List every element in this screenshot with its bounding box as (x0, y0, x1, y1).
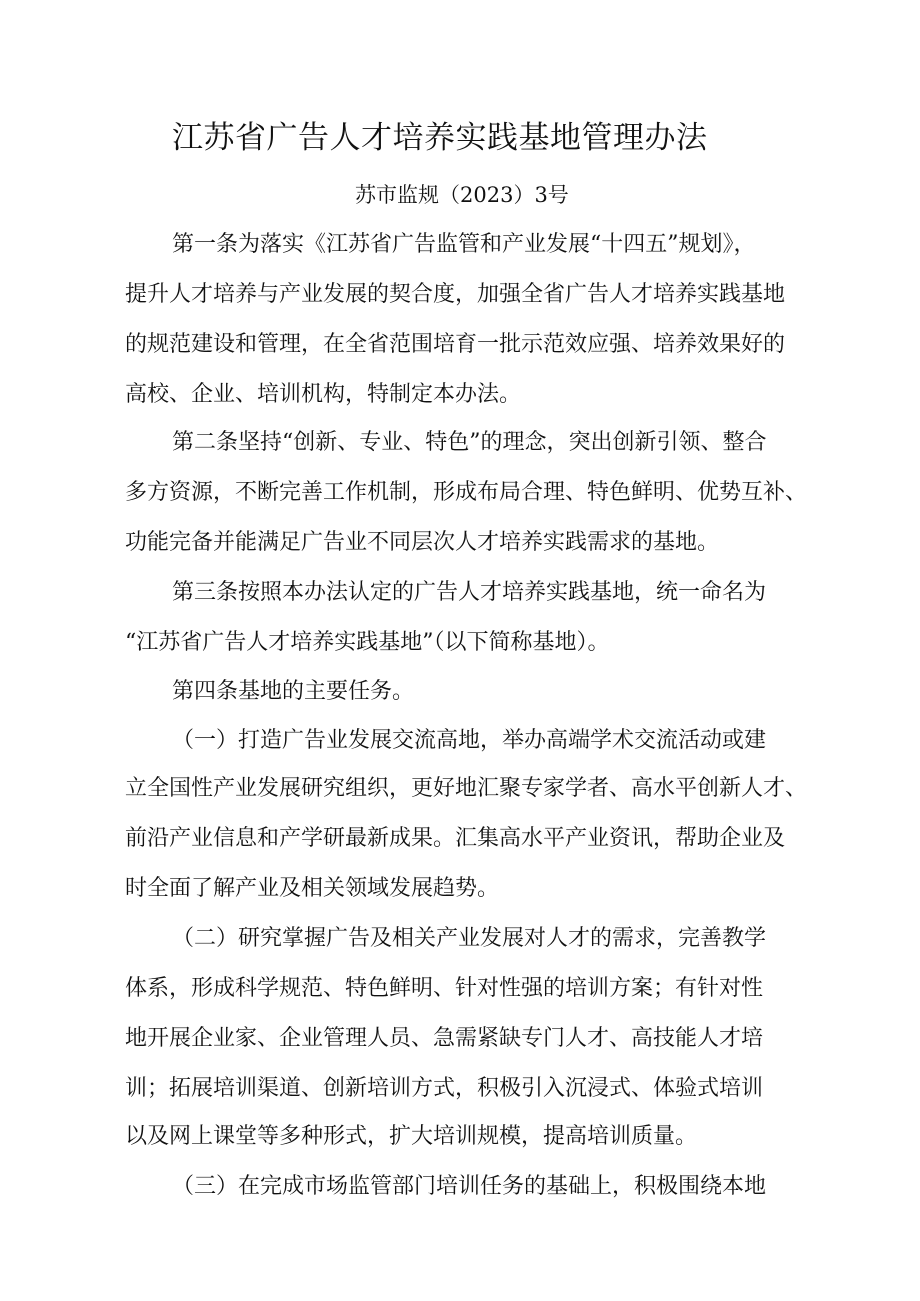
paragraph-line: 地开展企业家、企业管理人员、急需紧缺专门人才、高技能人才培 (125, 1026, 764, 1051)
paragraph-line: 提升人才培养与产业发展的契合度，加强全省广告人才培养实践基地 (125, 282, 786, 307)
paragraph-line: “江苏省广告人才培养实践基地”（以下简称基地）。 (125, 630, 610, 655)
paragraph-line: 体系，形成科学规范、特色鲜明、针对性强的培训方案；有针对性 (125, 976, 764, 1001)
paragraph-line: 第一条为落实《江苏省广告监管和产业发展“十四五”规划》， (172, 232, 756, 257)
paragraph-line: 第三条按照本办法认定的广告人才培养实践基地，统一命名为 (172, 580, 767, 605)
document-number: 苏市监规（2023）3号 (355, 183, 569, 207)
paragraph-line: （一）打造广告业发展交流高地，举办高端学术交流活动或建 (172, 728, 767, 753)
paragraph-line: 第二条坚持“创新、专业、特色”的理念，突出创新引领、整合 (172, 430, 767, 455)
paragraph-line: 的规范建设和管理，在全省范围培育一批示范效应强、培养效果好的 (125, 332, 786, 357)
paragraph-line: 时全面了解产业及相关领域发展趋势。 (125, 876, 500, 901)
paragraph-line: 多方资源，不断完善工作机制，形成布局合理、特色鲜明、优势互补、 (125, 480, 808, 505)
paragraph-line: 高校、企业、培训机构，特制定本办法。 (125, 382, 522, 407)
paragraph-line: （三）在完成市场监管部门培训任务的基础上，积极围绕本地 (172, 1174, 767, 1199)
paragraph-line: 功能完备并能满足广告业不同层次人才培养实践需求的基地。 (125, 530, 720, 555)
paragraph-line: 以及网上课堂等多种形式，扩大培训规模，提高培训质量。 (125, 1124, 698, 1149)
paragraph-line: 第四条基地的主要任务。 (172, 679, 415, 704)
paragraph-line: 训；拓展培训渠道、创新培训方式，积极引入沉浸式、体验式培训 (125, 1076, 764, 1101)
paragraph-line: （二）研究掌握广告及相关产业发展对人才的需求，完善教学 (172, 926, 767, 951)
document-title: 江苏省广告人才培养实践基地管理办法 (172, 120, 708, 156)
paragraph-line: 立全国性产业发展研究组织，更好地汇聚专家学者、高水平创新人才、 (125, 776, 808, 801)
paragraph-line: 前沿产业信息和产学研最新成果。汇集高水平产业资讯，帮助企业及 (125, 826, 786, 851)
